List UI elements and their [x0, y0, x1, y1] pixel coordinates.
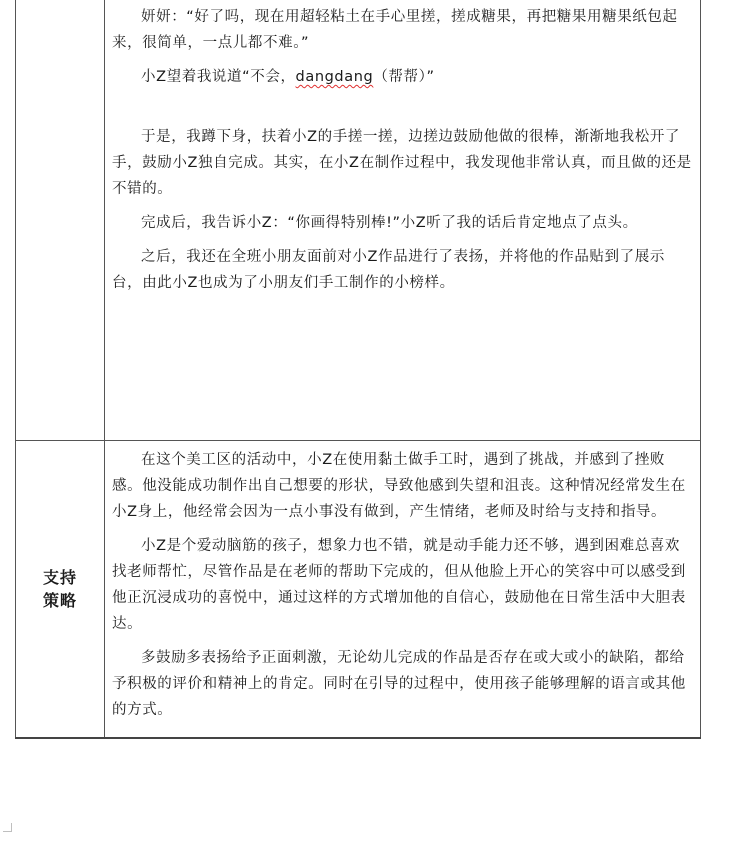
row-label-cell — [16, 441, 105, 739]
row-content — [105, 0, 700, 440]
table-row — [16, 0, 701, 441]
row-content-cell — [105, 0, 701, 441]
row-content — [105, 441, 700, 737]
row-label-cell — [16, 0, 105, 441]
paragraph: 小Z是个爱动脑筋的孩子，想象力也不错，就是动手能力还不够，遇到困难总喜欢找老师帮忙，尽管作品是在老师的帮助下完成的，但从他脸上开心的笑容中可以感受到他正沉浸成功的喜悦中，通过这样的方式增加他的自信心，鼓励他在日常生活中大胆表达。 — [112, 538, 686, 632]
paragraph — [112, 64, 694, 90]
row-content-cell — [105, 441, 701, 739]
row-label: 支持策略 — [42, 568, 77, 610]
text-run: 小Z望着我说道“不会， — [141, 69, 296, 85]
empty-line — [112, 98, 694, 124]
paragraph: 完成后，我告诉小Z：“你画得特别棒!”小Z听了我的话后肯定地点了点头。 — [141, 215, 638, 231]
paragraph: 妍妍：“好了吗，现在用超轻粘土在手心里搓，搓成糖果，再把糖果用糖果纸包起来，很简单，一点儿都不难。” — [112, 9, 678, 51]
paragraph: 于是，我蹲下身，扶着小Z的手搓一搓，边搓边鼓励他做的很棒，渐渐地我松开了手，鼓励小Z独自完成。其实，在小Z在制作过程中，我发现他非常认真，而且做的还是不错的。 — [112, 129, 692, 197]
table-row — [16, 441, 701, 739]
spellcheck-underlined-word: dangdang — [295, 69, 374, 85]
page-corner-marker — [3, 823, 12, 832]
text-run: （帮帮）” — [373, 69, 435, 85]
document-table — [15, 0, 701, 739]
paragraph: 多鼓励多表扬给予正面刺激，无论幼儿完成的作品是否存在或大或小的缺陷，都给予积极的评价和精神上的肯定。同时在引导的过程中，使用孩子能够理解的语言或其他的方式。 — [112, 650, 686, 718]
paragraph: 之后，我还在全班小朋友面前对小Z作品进行了表扬，并将他的作品贴到了展示台，由此小Z也成为了小朋友们手工制作的小榜样。 — [112, 249, 665, 291]
paragraph: 在这个美工区的活动中，小Z在使用黏土做手工时，遇到了挑战，并感到了挫败感。他没能成功制作出自己想要的形状，导致他感到失望和沮丧。这种情况经常发生在小Z身上，他经常会因为一点小事没有做到，产生情绪，老师及时给与支持和指导。 — [112, 452, 686, 520]
